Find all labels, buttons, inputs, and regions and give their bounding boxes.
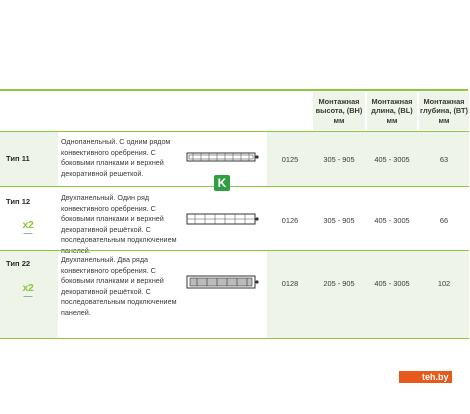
table-top-rule bbox=[0, 89, 468, 91]
mount-length: 405 - 3005 bbox=[374, 216, 410, 225]
type-label: Тип 12 bbox=[6, 197, 31, 206]
radiator-section-icon bbox=[185, 212, 260, 226]
table-bottom-rule bbox=[0, 338, 469, 339]
type-description: Двухпанельный. Два ряда конвективного оребрения. С боковыми планками и верхней декоративной решёткой. С последовательным подключением панелей. bbox=[61, 255, 177, 317]
radiator-section-icon bbox=[185, 275, 260, 289]
two-panel-badge: x2 ▬▬▬ bbox=[22, 219, 34, 235]
product-code: 0128 bbox=[281, 279, 299, 288]
row-divider bbox=[0, 186, 469, 187]
radiator-section-icon bbox=[185, 150, 260, 164]
product-code: 0125 bbox=[281, 155, 299, 164]
mount-length: 405 - 3005 bbox=[374, 155, 410, 164]
brand-logo: K bbox=[214, 175, 230, 191]
mount-depth: 102 bbox=[437, 279, 451, 288]
site-watermark: teh.by bbox=[399, 371, 452, 383]
mount-depth: 63 bbox=[439, 155, 449, 164]
header-height: Монтажная высота, (ВН) мм bbox=[313, 92, 365, 130]
mount-height: 305 - 905 bbox=[323, 216, 355, 225]
type-description: Двухпанельный. Один ряд конвективного оребрения. С боковыми планками и верхней декоративной решёткой. С последовательным подключением bbox=[61, 193, 177, 245]
watermark-icon bbox=[399, 371, 419, 383]
type-label: Тип 11 bbox=[6, 154, 30, 163]
product-code: 0126 bbox=[281, 216, 299, 225]
type-label: Тип 22 bbox=[6, 259, 31, 268]
row-divider bbox=[0, 250, 469, 251]
header-depth: Монтажная глубина, (ВТ) мм bbox=[419, 92, 469, 130]
header-length: Монтажная длина, (BL) мм bbox=[367, 92, 417, 130]
mount-height: 205 - 905 bbox=[323, 279, 355, 288]
mount-depth: 66 bbox=[439, 216, 449, 225]
row-divider bbox=[0, 131, 469, 132]
mount-height: 305 - 905 bbox=[323, 155, 355, 164]
mount-length: 405 - 3005 bbox=[374, 279, 410, 288]
two-panel-badge: x2 ▬▬▬ bbox=[22, 282, 34, 298]
type-description: Однопанельный. С одним рядом конвективного оребрения. С боковыми планками и верхней декоративной решеткой. bbox=[61, 137, 171, 178]
